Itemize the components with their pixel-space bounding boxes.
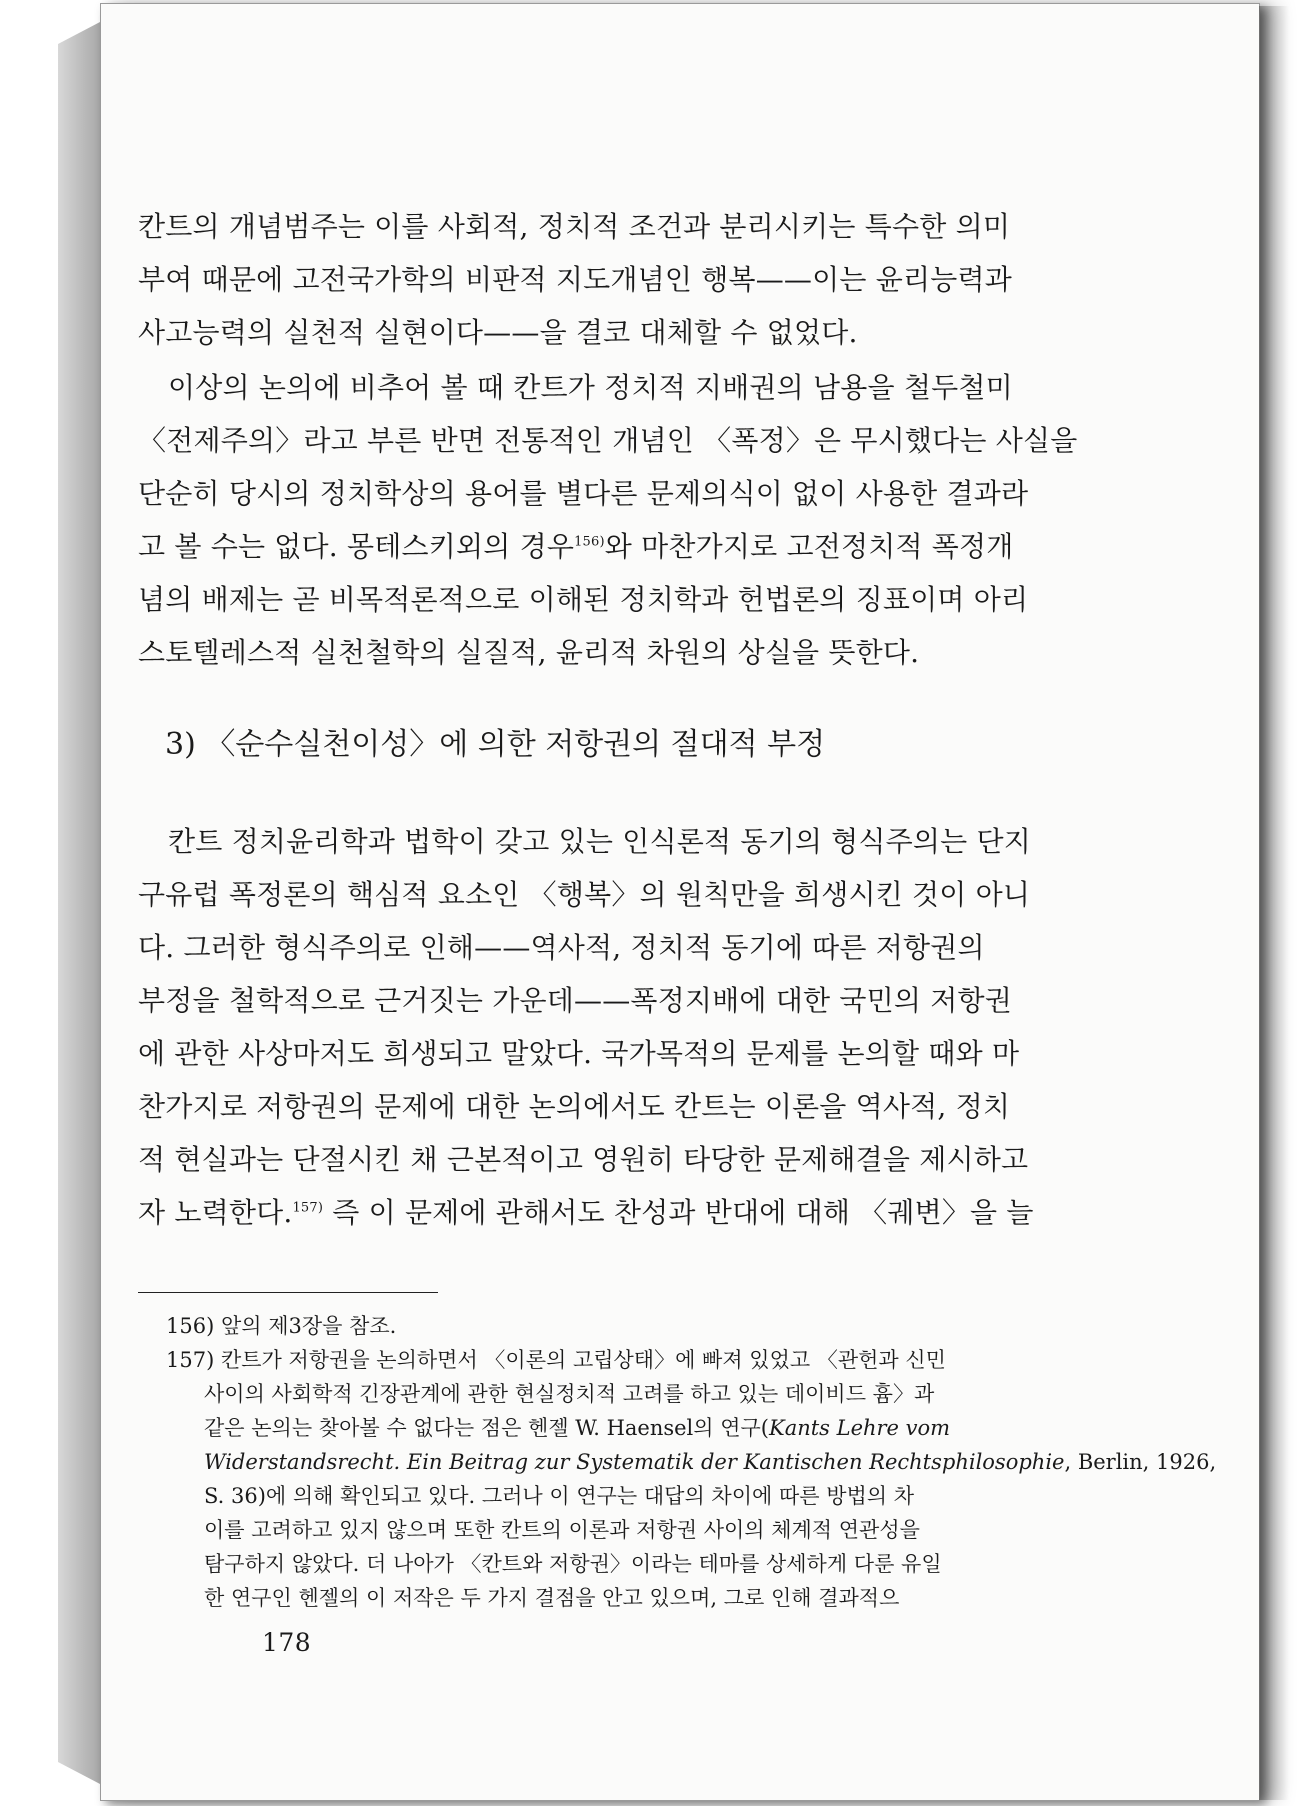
section-heading: 3) 〈순수실천이성〉에 의한 저항권의 절대적 부정 <box>165 727 826 762</box>
text-line: 〈전제주의〉라고 부른 반면 전통적인 개념인 〈폭정〉은 무시했다는 사실을 <box>138 424 1078 457</box>
text-line: 구유럽 폭정론의 핵심적 요소인 〈행복〉의 원칙만을 희생시킨 것이 아니 <box>138 878 1031 911</box>
footnote-ref-156[interactable]: 156) <box>574 534 605 550</box>
footnote-156 <box>166 1309 1138 1343</box>
text-line <box>138 520 1138 573</box>
text-run: 고 볼 수는 없다. 몽테스키외의 경우 <box>138 530 575 563</box>
text-line <box>138 1186 1138 1239</box>
footnotes <box>138 1309 1217 1615</box>
text-line: 칸트 정치윤리학과 법학이 갖고 있는 인식론적 동기의 형식주의는 단지 <box>168 825 1031 858</box>
text-line: 다. 그러한 형식주의로 인해——역사적, 정치적 동기에 따른 저항권의 <box>138 931 985 964</box>
text-line: 단순히 당시의 정치학상의 용어를 별다른 문제의식이 없이 사용한 결과라 <box>138 477 1029 510</box>
text-line: 부정을 철학적으로 근거짓는 가운데——폭정지배에 대한 국민의 저항권 <box>138 984 1012 1017</box>
footnote-divider <box>138 1292 438 1293</box>
text-line: 찬가지로 저항권의 문제에 대한 논의에서도 칸트는 이론을 역사적, 정치 <box>138 1090 1011 1123</box>
book-title-italic: Kants Lehre vom <box>769 1416 951 1440</box>
text-run: 같은 논의는 찾아볼 수 없다는 점은 헨젤 W. Haensel의 연구( <box>204 1416 769 1440</box>
page-edge-shadow <box>1259 6 1289 1800</box>
text-run: 즉 이 문제에 관해서도 찬성과 반대에 대해 〈궤변〉을 늘 <box>323 1196 1034 1229</box>
book-spine <box>58 22 100 1784</box>
footnote-157 <box>166 1343 1217 1615</box>
footnote-text: 157) 칸트가 저항권을 논의하면서 〈이론의 고립상태〉에 빠져 있었고 〈관헌과 신민 <box>166 1348 946 1372</box>
footnote-text: 한 연구인 헨젤의 이 저작은 두 가지 결점을 안고 있으며, 그로 인해 결과적으 <box>204 1586 900 1610</box>
footnote-text <box>166 1411 1138 1445</box>
text-line: 에 관한 사상마저도 희생되고 말았다. 국가목적의 문제를 논의할 때와 마 <box>138 1037 1020 1070</box>
footnote-text: 사이의 사회학적 긴장관계에 관한 현실정치적 고려를 하고 있는 데이비드 흄〉과 <box>204 1382 935 1406</box>
text-line: 스토텔레스적 실천철학의 실질적, 윤리적 차원의 상실을 뜻한다. <box>138 636 920 669</box>
text-line: 부여 때문에 고전국가학의 비판적 지도개념인 행복——이는 윤리능력과 <box>138 263 1012 296</box>
text-run: 와 마찬가지로 고전정치적 폭정개 <box>604 530 1014 563</box>
footnote-ref-157[interactable]: 157) <box>292 1200 324 1216</box>
footnote-text: 탐구하지 않았다. 더 나아가 〈칸트와 저항권〉이라는 테마를 상세하게 다룬 유일 <box>204 1552 942 1576</box>
text-line: 사고능력의 실천적 실현이다——을 결코 대체할 수 없었다. <box>138 316 858 349</box>
text-line: 념의 배제는 곧 비목적론적으로 이해된 정치학과 헌법론의 징표이며 아리 <box>138 583 1029 616</box>
text-run: , Berlin, 1926, <box>1064 1450 1217 1474</box>
text-line: 이상의 논의에 비추어 볼 때 칸트가 정치적 지배권의 남용을 철두철미 <box>168 371 1013 404</box>
footnote-text: S. 36)에 의해 확인되고 있다. 그러나 이 연구는 대답의 차이에 따른 방법의 차 <box>204 1484 915 1508</box>
book-title-italic: Widerstandsrecht. Ein Beitrag zur Systematik der Kantischen Rechtsphilosophie <box>204 1450 1065 1474</box>
paragraph-3 <box>138 815 1138 1239</box>
text-run: 자 노력한다. <box>138 1196 293 1229</box>
footnote-text: 이를 고려하고 있지 않으며 또한 칸트의 이론과 저항권 사이의 체계적 연관성을 <box>204 1518 920 1542</box>
paragraph-1 <box>138 200 1138 359</box>
text-line: 적 현실과는 단절시킨 채 근본적이고 영원히 타당한 문제해결을 제시하고 <box>138 1143 1029 1176</box>
footnote-text: 156) 앞의 제3장을 참조. <box>166 1314 397 1338</box>
text-line: 칸트의 개념범주는 이를 사회적, 정치적 조건과 분리시키는 특수한 의미 <box>138 210 1011 243</box>
page-body <box>138 200 1217 1615</box>
paragraph-2 <box>138 361 1138 679</box>
page-number: 178 <box>262 1628 312 1657</box>
footnote-text <box>166 1445 1217 1479</box>
